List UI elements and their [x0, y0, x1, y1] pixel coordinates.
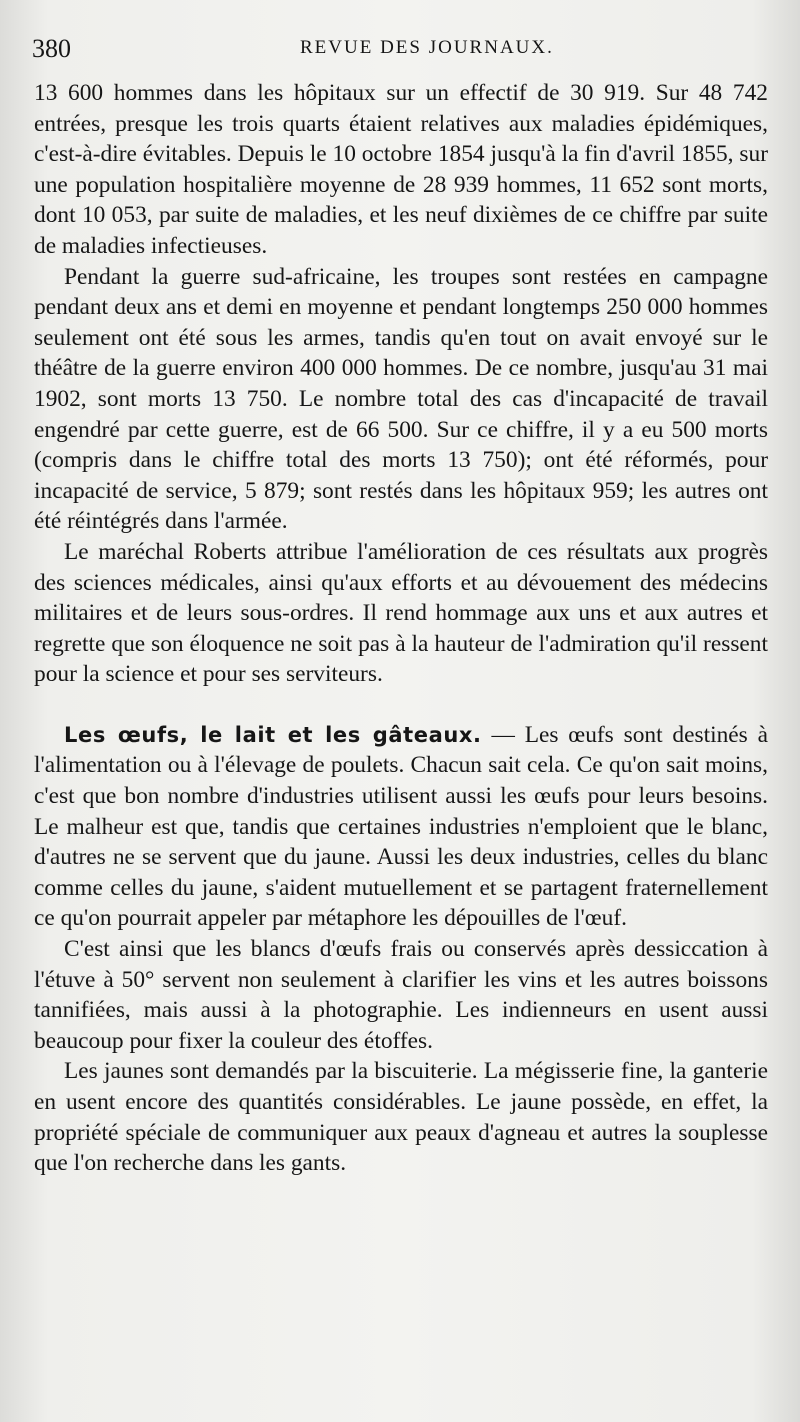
- page-header: [30, 34, 760, 70]
- paragraph-egg-whites: C'est ainsi que les blancs d'œufs frais ou conservés après dessiccation à l'étuve à 50° servent non seulement à clarifier les vins et les autres boissons tannifiées, mais aussi à la photographie. Les indienneurs en usent aussi beaucoup pour fixer la couleur des étoffes.: [34, 936, 768, 1054]
- section-eggs-paragraph: [34, 720, 768, 934]
- section-lead-text: — Les œufs sont destinés à l'alimentation ou à l'élevage de poulets. Chacun sait cela. Ce qu'on sait moins, c'est que bon nombre d'industries utilisent aussi les œufs pour leurs besoins. Le malheur est que, tandis que certaines industries n'emploient que le blanc, d'autres ne se servent que du jaune. Aussi les deux industries, celles du blanc comme celles du jaune, s'aident mutuellement et se partagent fraternellement ce qu'on pourrait appeler par métaphore les dépouilles de l'œuf.: [34, 721, 768, 932]
- paragraph-south-african-war: Pendant la guerre sud-africaine, les troupes sont restées en campagne pendant deux ans et demi en moyenne et pendant longtemps 250 000 hommes seulement ont été sous les armes, tandis qu'en tout on avait envoyé sur le théâtre de la guerre environ 400 000 hommes. De ce nombre, jusqu'au 31 mai 1902, sont morts 13 750. Le nombre total des cas d'incapacité de travail engendré par cette guerre, est de 66 500. Sur ce chiffre, il y a eu 500 morts (compris dans le chiffre total des morts 13 750); ont été réformés, pour incapacité de service, 5 879; sont restés dans les hôpitaux 959; les autres ont été réintégrés dans l'armée.: [34, 263, 768, 535]
- section-title: Les œufs, le lait et les gâteaux.: [64, 722, 482, 747]
- paragraph-egg-yolks: Les jaunes sont demandés par la biscuiterie. La mégisserie fine, la ganterie en usent encore des quantités considérables. Le jaune possède, en effet, la propriété spéciale de communiquer aux peaux d'agneau et autres la souplesse que l'on recherche dans les gants.: [34, 1058, 768, 1177]
- running-title: REVUE DES JOURNAUX.: [300, 37, 554, 58]
- page-number: 380: [32, 34, 71, 63]
- paragraph-crimean-statistics: 13 600 hommes dans les hôpitaux sur un effectif de 30 919. Sur 48 742 entrées, presque les trois quarts étaient relatives aux maladies épidémiques, c'est-à-dire évitables. Depuis le 10 octobre 1854 jusqu'à la fin d'avril 1855, sur une population hospitalière moyenne de 28 939 hommes, 11 652 sont morts, dont 10 053, par suite de maladies, et les neuf dixièmes de ce chiffre par suite de maladies infectieuses.: [34, 80, 768, 259]
- page-body: [34, 78, 768, 1179]
- paragraph-roberts-tribute: Le maréchal Roberts attribue l'amélioration de ces résultats aux progrès des sciences médicales, ainsi qu'aux efforts et au dévouement des médecins militaires et de leurs sous-ordres. Il rend hommage aux uns et aux autres et regrette que son éloquence ne soit pas à la hauteur de l'admiration qu'il ressent pour la science et pour ses serviteurs.: [34, 538, 768, 688]
